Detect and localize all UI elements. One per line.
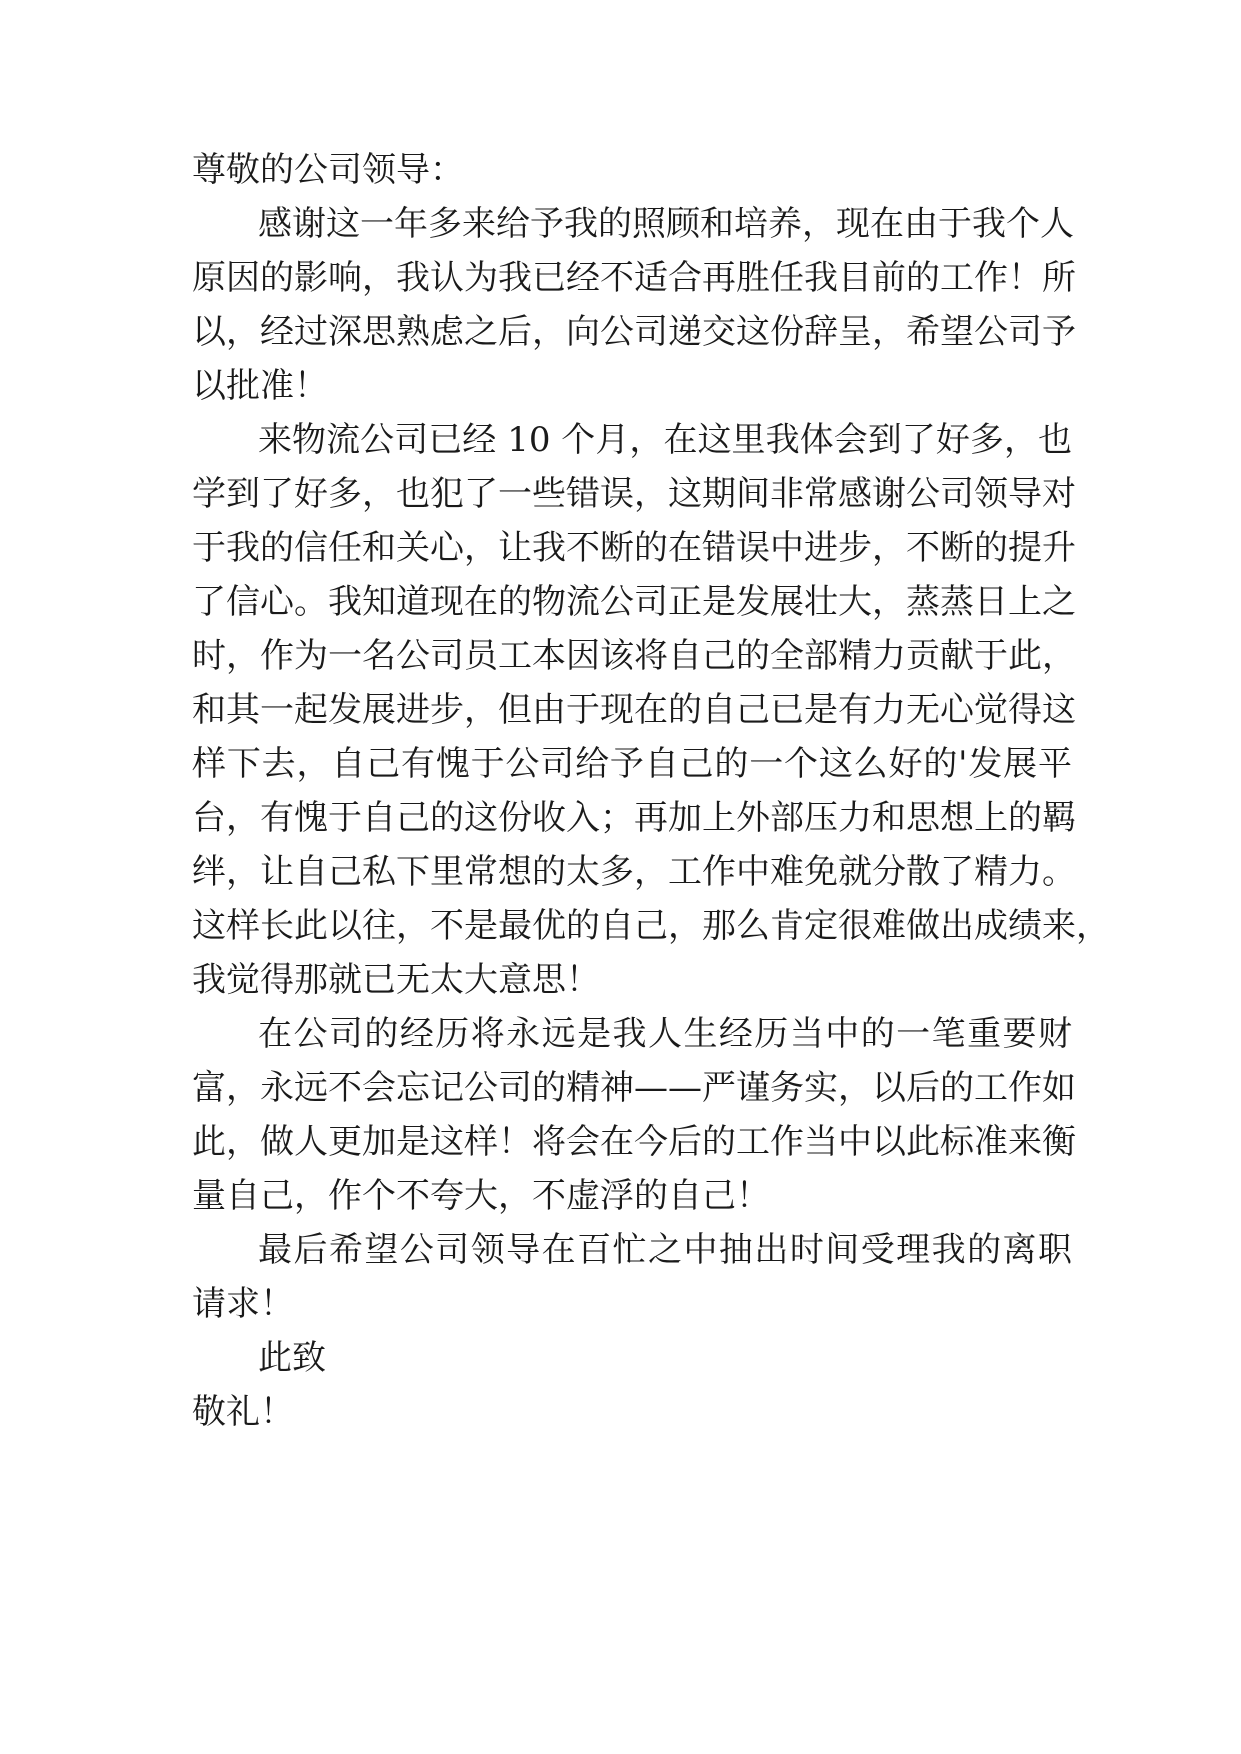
closing-phrase: 此致 (258, 1338, 326, 1378)
paragraph-line: 在公司的经历将永远是我人生经历当中的一笔重要财 (258, 1014, 1072, 1054)
paragraph-line: 时，作为一名公司员工本因该将自己的全部精力贡献于此， (192, 636, 1076, 676)
paragraph-line: 以，经过深思熟虑之后，向公司递交这份辞呈，希望公司予 (192, 312, 1076, 352)
paragraph-line: 此，做人更加是这样！将会在今后的工作当中以此标准来衡 (192, 1122, 1076, 1162)
paragraph-line: 这样长此以往，不是最优的自己，那么肯定很难做出成绩来， (192, 906, 1110, 946)
paragraph-line: 原因的影响，我认为我已经不适合再胜任我目前的工作！所 (192, 258, 1076, 298)
salutation: 尊敬的公司领导： (192, 150, 464, 190)
paragraph-line: 量自己，作个不夸大，不虚浮的自己！ (192, 1176, 770, 1216)
paragraph-line: 学到了好多，也犯了一些错误，这期间非常感谢公司领导对 (192, 474, 1076, 514)
paragraph-line: 了信心。我知道现在的物流公司正是发展壮大，蒸蒸日上之 (192, 582, 1076, 622)
paragraph-line: 最后希望公司领导在百忙之中抽出时间受理我的离职 (258, 1230, 1072, 1270)
paragraph-line: 样下去，自己有愧于公司给予自己的一个这么好的'发展平 (192, 744, 1072, 784)
paragraph-line: 台，有愧于自己的这份收入；再加上外部压力和思想上的羁 (192, 798, 1076, 838)
closing-salute: 敬礼！ (192, 1392, 294, 1432)
paragraph-line: 以批准！ (192, 366, 328, 406)
paragraph-line: 绊，让自己私下里常想的太多，工作中难免就分散了精力。 (192, 852, 1076, 892)
paragraph-line: 感谢这一年多来给予我的照顾和培养，现在由于我个人 (258, 204, 1074, 244)
paragraph-line: 请求！ (192, 1284, 294, 1324)
paragraph-line: 和其一起发展进步，但由于现在的自己已是有力无心觉得这 (192, 690, 1076, 730)
paragraph-line: 来物流公司已经 10 个月，在这里我体会到了好多，也 (258, 420, 1072, 460)
paragraph-line: 我觉得那就已无太大意思！ (192, 960, 600, 1000)
paragraph-line: 于我的信任和关心，让我不断的在错误中进步，不断的提升 (192, 528, 1076, 568)
paragraph-line: 富，永远不会忘记公司的精神——严谨务实，以后的工作如 (192, 1068, 1076, 1108)
